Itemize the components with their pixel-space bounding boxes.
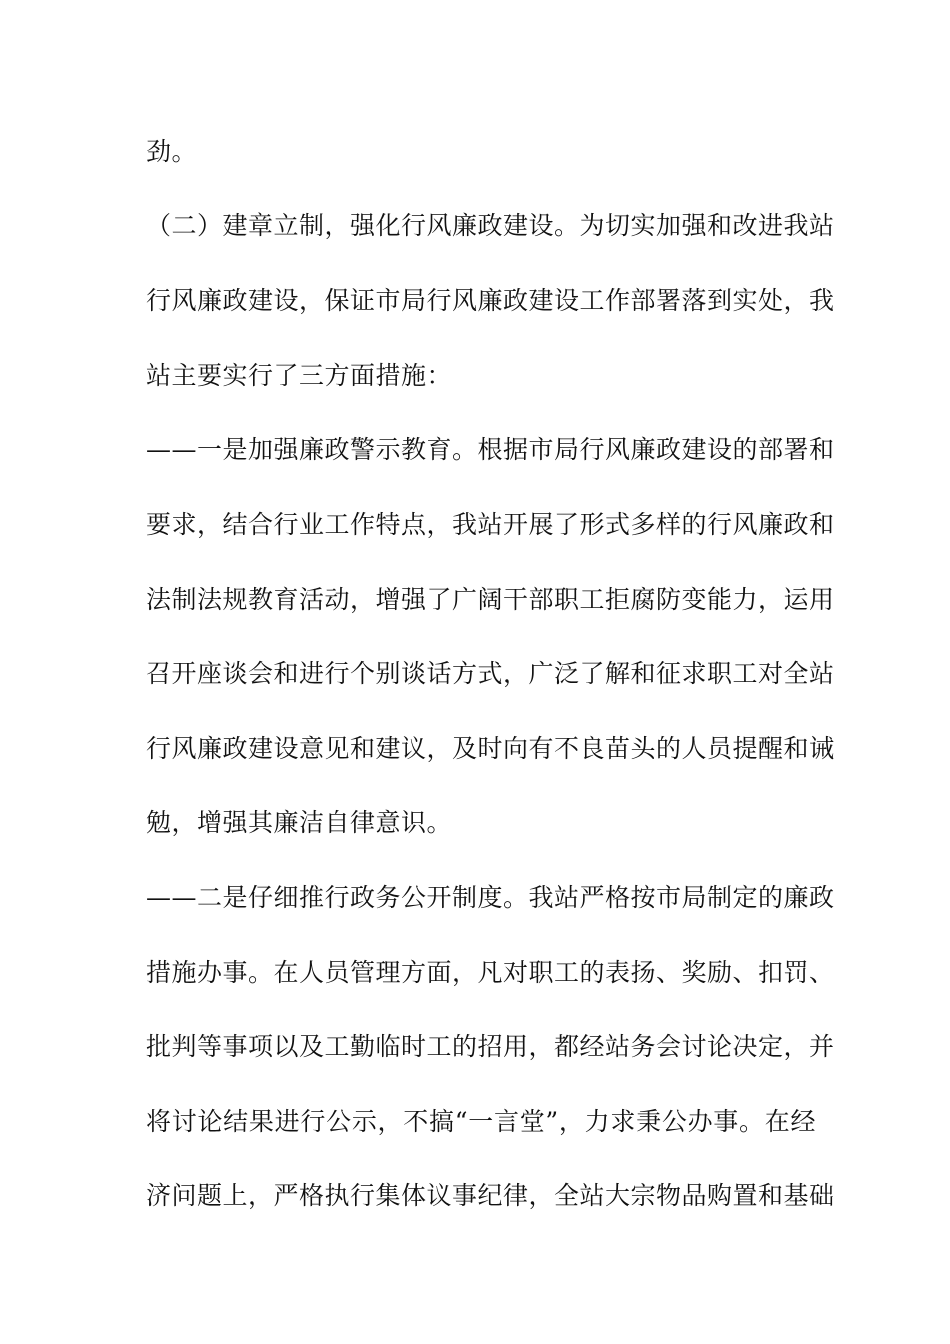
- text-line-7: 法制法规教育活动，增强了广阔干部职工拒腐防变能力，运用: [146, 585, 835, 614]
- text-line-12: 措施办事。在人员管理方面，凡对职工的表扬、奖励、扣罚、: [146, 958, 835, 987]
- text-line-1: 劲。: [146, 137, 198, 166]
- text-line-15: 济问题上，严格执行集体议事纪律，全站大宗物品购置和基础: [146, 1181, 835, 1210]
- text-line-5: ——一是加强廉政警示教育。根据市局行风廉政建设的部署和: [146, 435, 835, 464]
- text-line-6: 要求，结合行业工作特点，我站开展了形式多样的行风廉政和: [146, 510, 835, 539]
- text-line-3: 行风廉政建设，保证市局行风廉政建设工作部署落到实处，我: [146, 286, 835, 315]
- text-line-2: （二）建章立制，强化行风廉政建设。为切实加强和改进我站: [146, 211, 835, 240]
- text-line-13: 批判等事项以及工勤临时工的招用，都经站务会讨论决定，并: [146, 1032, 835, 1061]
- text-line-4: 站主要实行了三方面措施：: [146, 361, 453, 390]
- text-line-8: 召开座谈会和进行个别谈话方式，广泛了解和征求职工对全站: [146, 659, 835, 688]
- text-line-11: ——二是仔细推行政务公开制度。我站严格按市局制定的廉政: [146, 883, 835, 912]
- text-line-14: 将讨论结果进行公示，不搞“一言堂”，力求秉公办事。在经: [146, 1107, 816, 1136]
- text-line-9: 行风廉政建设意见和建议，及时向有不良苗头的人员提醒和诫: [146, 734, 835, 763]
- text-line-10: 勉，增强其廉洁自律意识。: [146, 808, 453, 837]
